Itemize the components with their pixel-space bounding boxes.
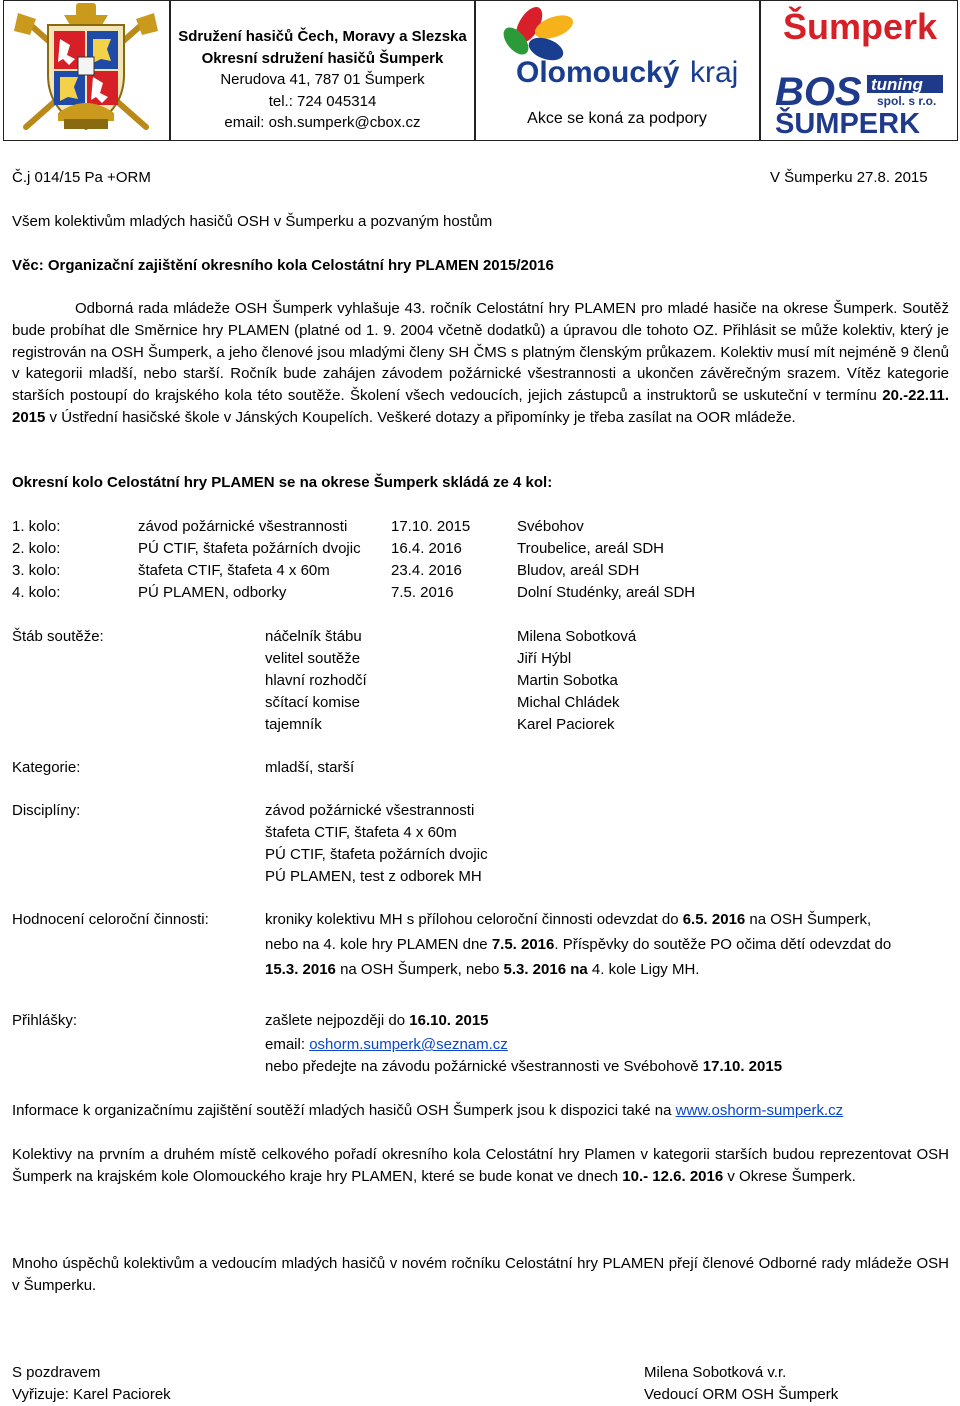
spol-logo-text: spol. s r.o. xyxy=(877,94,937,108)
staff-role: hlavní rozhodčí xyxy=(265,672,367,689)
eval-text: nebo na 4. kole hry PLAMEN dne xyxy=(265,936,492,953)
round-place: Svébohov xyxy=(517,518,584,535)
staff-role: tajemník xyxy=(265,716,322,733)
fire-brigade-emblem xyxy=(4,1,168,139)
sumperk-bos-logos xyxy=(761,1,956,139)
intro-text-3: Soutěž bude probíhat dle Směrnice hry PLAMEN (platné od 1. 9. xyxy=(12,300,949,339)
sponsor-sumperk-box xyxy=(760,0,958,141)
eval-date: 7.5. 2016 xyxy=(491,936,555,953)
olomoucky-kraj-logo xyxy=(476,3,758,93)
round-date: 7.5. 2016 xyxy=(391,584,454,601)
reference-number: Č.j 014/15 Pa +ORM xyxy=(12,169,151,186)
sumperk-logo-text: Šumperk xyxy=(783,6,938,47)
intro-text-2: 43. ročník Celostátní hry PLAMEN pro mladé hasiče na okrese Šumperk. xyxy=(404,300,898,317)
signer-role: Vedoucí ORM OSH Šumperk xyxy=(644,1386,839,1403)
org-address: Nerudova 41, 787 01 Šumperk xyxy=(220,71,425,88)
collectives-text: Kolektivy na prvním a druhém místě celkového pořadí okresního kola Celostátní hry Plamen v kategorii starších budou reprezentovat OSH Šumperk na krajském kole Olomouckého kraje hry PLAMEN, které se bude konat ve dnech xyxy=(12,1146,949,1185)
round-date: 17.10. 2015 xyxy=(391,518,471,535)
subject: Věc: Organizační zajištění okresního kola Celostátní hry PLAMEN 2015/2016 xyxy=(12,257,554,274)
eval-text: kroniky kolektivu MH s přílohou celoroční činnosti odevzdat do xyxy=(265,911,683,928)
discipline-item: PÚ CTIF, štafeta požárních dvojic xyxy=(265,846,488,863)
apps-text: nebo předejte na závodu požárnické všestrannosti ve Svébohově xyxy=(265,1058,703,1075)
round-date: 23.4. 2016 xyxy=(391,562,462,579)
apps-date: 17.10. 2015 xyxy=(702,1058,783,1075)
apps-date: 16.10. 2015 xyxy=(409,1012,489,1029)
category-label: Kategorie: xyxy=(12,759,81,776)
regional-round-dates: 10.- 12.6. 2016 xyxy=(622,1167,724,1185)
eval-text: na OSH Šumperk, xyxy=(745,911,872,928)
eval-text: na OSH Šumperk, nebo xyxy=(335,961,504,978)
discipline-item: PÚ PLAMEN, test z odborek MH xyxy=(265,868,482,885)
round-event: PÚ PLAMEN, odborky xyxy=(138,584,287,601)
org-name-line2: Okresní sdružení hasičů Šumperk xyxy=(201,49,444,67)
rounds-title: Okresní kolo Celostátní hry PLAMEN se na okrese Šumperk skládá ze 4 kol: xyxy=(12,474,553,491)
disciplines-label: Disciplíny: xyxy=(12,802,81,819)
info-line xyxy=(12,1100,843,1122)
round-number: 3. kolo: xyxy=(12,562,61,579)
eval-text: 4. kole Ligy MH. xyxy=(587,961,700,978)
applications-handover xyxy=(265,1056,782,1078)
round-number: 2. kolo: xyxy=(12,540,61,557)
staff-role: náčelník štábu xyxy=(265,628,362,645)
intro-text-5: Přihlásit se může kolektiv, který je registrován na OSH Šumperk, a jeho členové jsou mladými členy SH ČMS s platným členským průkazem. Kolektiv musí mít nejméně 9 členů v kategorii mladší, nebo starší. Ročník bude zahájen závodem požárnické všestrannosti a ukončen závěrečným srazem. Vítěz kategorie starších postoupí do krajského kola této soutěže. Školení všech vedoucích, jejich zástupců a instruktorů se uskuteční v termínu xyxy=(12,321,949,405)
bos-logo-text: BOS xyxy=(775,70,862,114)
round-date: 16.4. 2016 xyxy=(391,540,462,557)
round-event: závod požárnické všestrannosti xyxy=(138,518,348,535)
staff-name: Milena Sobotková xyxy=(517,628,637,645)
kraj-text: kraj xyxy=(690,56,739,89)
wishes-paragraph: Mnoho úspěchů kolektivům a vedoucím mladých hasičů v novém ročníku Celostátní hry PLAMEN přejí členové Odborné rady mládeže OSH v Šumperku. xyxy=(12,1255,949,1294)
eval-text: . Příspěvky do soutěže PO očima dětí odevzdat do xyxy=(554,936,892,953)
org-name-line1: Sdružení hasičů Čech, Moravy a Slezska xyxy=(178,28,467,45)
org-info-box xyxy=(170,0,475,141)
staff-name: Michal Chládek xyxy=(517,694,620,711)
intro-text-4: 2004 včetně dodatků) a úpravou dle tohoto OZ. xyxy=(400,321,718,339)
sponsor-olomoucky-box xyxy=(475,0,760,141)
org-email: email: osh.sumperk@cbox.cz xyxy=(224,114,421,131)
info-text: Informace k organizačnímu zajištění soutěží mladých hasičů OSH Šumperk jsou k dispozici také na xyxy=(12,1102,676,1119)
signer-name: Milena Sobotková v.r. xyxy=(644,1364,787,1381)
eval-date: 5.3. 2016 na xyxy=(503,961,588,978)
olomoucky-text: Olomoucký xyxy=(516,56,680,89)
eval-date: 6.5. 2016 xyxy=(682,911,746,928)
tuning-logo-text: tuning xyxy=(871,75,923,94)
place-date: V Šumperku 27.8. 2015 xyxy=(770,169,928,186)
evaluation-line-2 xyxy=(265,934,891,956)
apps-text: zašlete nejpozději do xyxy=(265,1012,410,1029)
handled-by: Vyřizuje: Karel Paciorek xyxy=(12,1386,171,1403)
round-number: 1. kolo: xyxy=(12,518,61,535)
applications-deadline xyxy=(265,1010,489,1032)
staff-role: velitel soutěže xyxy=(265,650,361,667)
evaluation-line-3 xyxy=(265,959,699,981)
addressee: Všem kolektivům mladých hasičů OSH v Šumperku a pozvaným hostům xyxy=(12,213,493,230)
org-phone: tel.: 724 045314 xyxy=(268,92,377,110)
applications-email xyxy=(265,1034,508,1056)
eval-date: 15.3. 2016 xyxy=(265,961,336,978)
email-link[interactable]: oshorm.sumperk@seznam.cz xyxy=(309,1036,508,1053)
apps-text: email: xyxy=(265,1036,310,1053)
discipline-item: štafeta CTIF, štafeta 4 x 60m xyxy=(265,824,457,841)
training-dates: 20.-22.11. 2015 xyxy=(12,387,949,426)
letterhead xyxy=(3,0,958,142)
intro-text-1: Odborná rada mládeže OSH Šumperk vyhlašuje xyxy=(75,300,405,317)
website-link[interactable]: www.oshorm-sumperk.cz xyxy=(675,1102,844,1119)
bos-sumperk-text: ŠUMPERK xyxy=(775,108,921,139)
evaluation-label: Hodnocení celoroční činnosti: xyxy=(12,911,209,928)
collectives-text: v Okrese Šumperk. xyxy=(723,1167,856,1185)
round-place: Troubelice, areál SDH xyxy=(517,540,665,557)
round-place: Dolní Studénky, areál SDH xyxy=(517,584,696,601)
intro-text-7: v Ústřední hasičské škole v Jánských Koupelích. Veškeré dotazy a připomínky je třeba zasílat na OOR mládeže. xyxy=(45,408,796,426)
discipline-item: závod požárnické všestrannosti xyxy=(265,802,475,819)
intro-paragraph xyxy=(12,298,949,429)
staff-name: Martin Sobotka xyxy=(517,672,618,689)
emblem-box xyxy=(3,0,170,141)
closing-greeting: S pozdravem xyxy=(12,1364,101,1381)
staff-role: sčítací komise xyxy=(265,694,361,711)
support-caption: Akce se koná za podpory xyxy=(527,110,707,127)
round-number: 4. kolo: xyxy=(12,584,61,601)
evaluation-line-1 xyxy=(265,909,871,931)
round-event: PÚ CTIF, štafeta požárních dvojic xyxy=(138,540,361,557)
collectives-paragraph xyxy=(12,1144,949,1188)
staff-label: Štáb soutěže: xyxy=(12,628,104,645)
staff-name: Jiří Hýbl xyxy=(517,650,572,667)
category-value: mladší, starší xyxy=(265,759,355,776)
staff-name: Karel Paciorek xyxy=(517,716,615,733)
round-event: štafeta CTIF, štafeta 4 x 60m xyxy=(138,562,330,579)
round-place: Bludov, areál SDH xyxy=(517,562,640,579)
applications-label: Přihlášky: xyxy=(12,1012,78,1029)
